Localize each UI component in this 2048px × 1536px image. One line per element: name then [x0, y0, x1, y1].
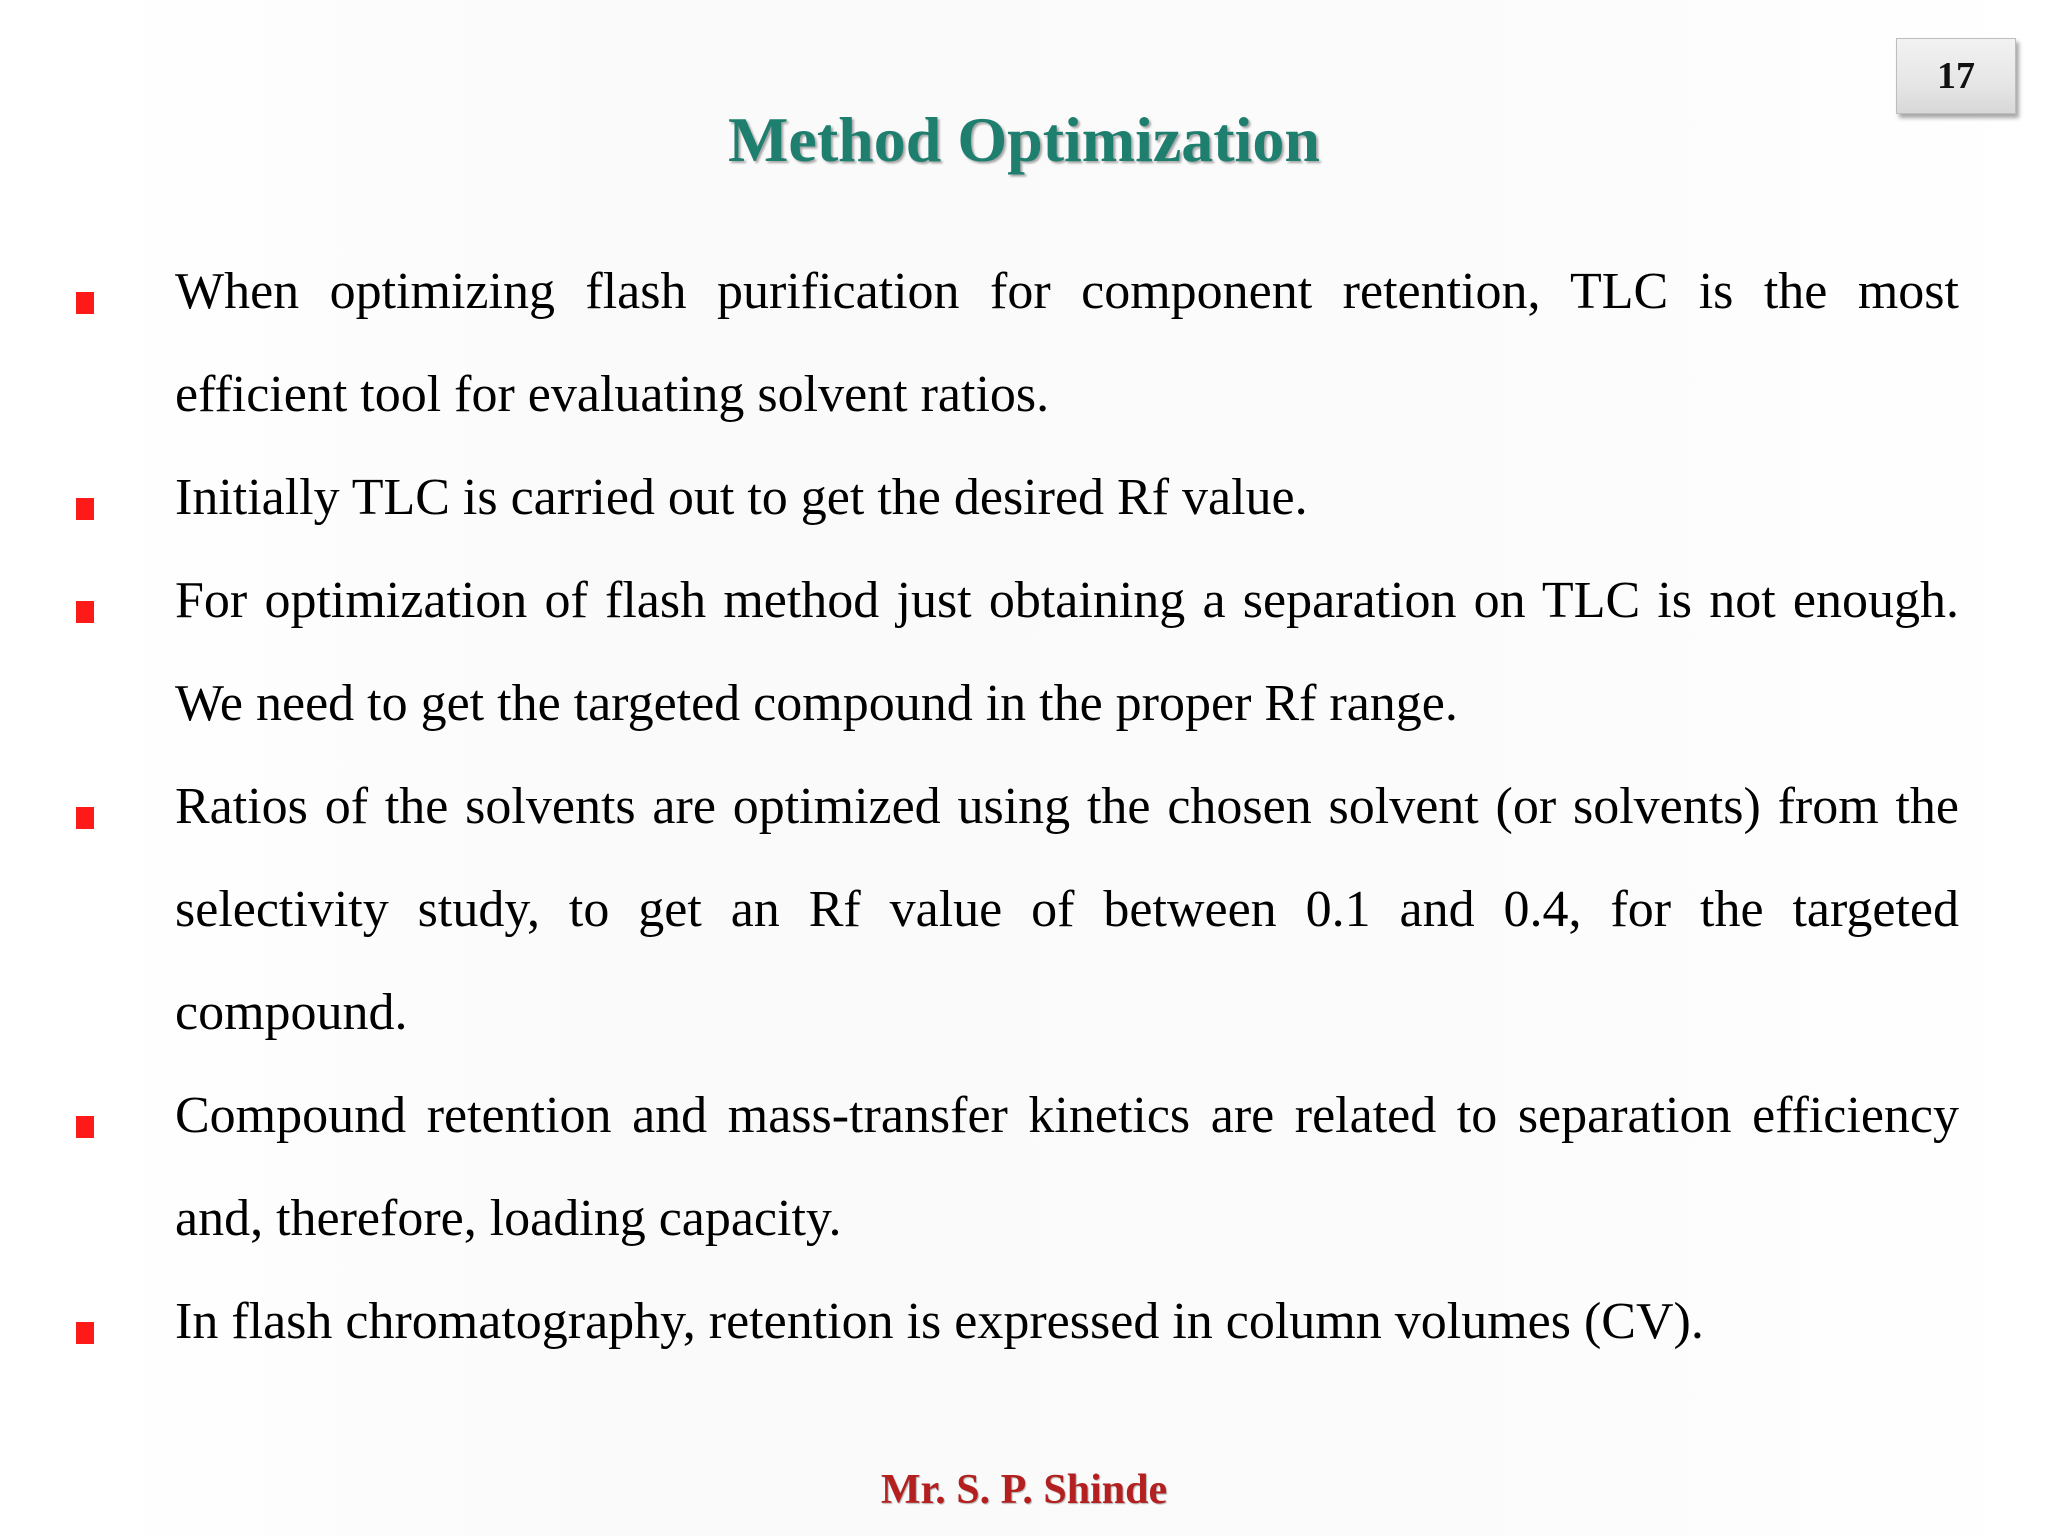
author-footer: Mr. S. P. Shinde	[880, 1467, 1168, 1513]
bullet-item	[0, 1064, 2048, 1270]
bullet-item	[0, 240, 2048, 446]
page-number: 17	[1937, 55, 1975, 97]
bullet-item	[0, 549, 2048, 755]
bullet-text: Initially TLC is carried out to get the desired Rf value.	[175, 469, 1308, 526]
bullet-square-icon	[76, 601, 94, 623]
bullet-item	[0, 446, 2048, 549]
bullet-list	[0, 240, 2048, 1373]
bullet-text: When optimizing flash purification for component retention, TLC is the most efficient tool for evaluating solvent ratios.	[175, 263, 1959, 423]
bullet-text: For optimization of flash method just obtaining a separation on TLC is not enough. We need to get the targeted compound in the proper Rf range.	[175, 572, 1959, 732]
bullet-text: In flash chromatography, retention is expressed in column volumes (CV).	[175, 1293, 1704, 1350]
bullet-square-icon	[76, 498, 94, 520]
bullet-square-icon	[76, 1116, 94, 1138]
bullet-item	[0, 1270, 2048, 1373]
bullet-text: Compound retention and mass-transfer kinetics are related to separation efficiency and, therefore, loading capacity.	[175, 1087, 1959, 1247]
bullet-square-icon	[76, 1322, 94, 1344]
bullet-square-icon	[76, 807, 94, 829]
bullet-text: Ratios of the solvents are optimized using the chosen solvent (or solvents) from the selectivity study, to get an Rf value of between 0.1 and 0.4, for the targeted compound.	[175, 778, 1959, 1041]
slide-title: Method Optimization	[728, 104, 1320, 175]
bullet-item	[0, 755, 2048, 1064]
bullet-square-icon	[76, 292, 94, 314]
